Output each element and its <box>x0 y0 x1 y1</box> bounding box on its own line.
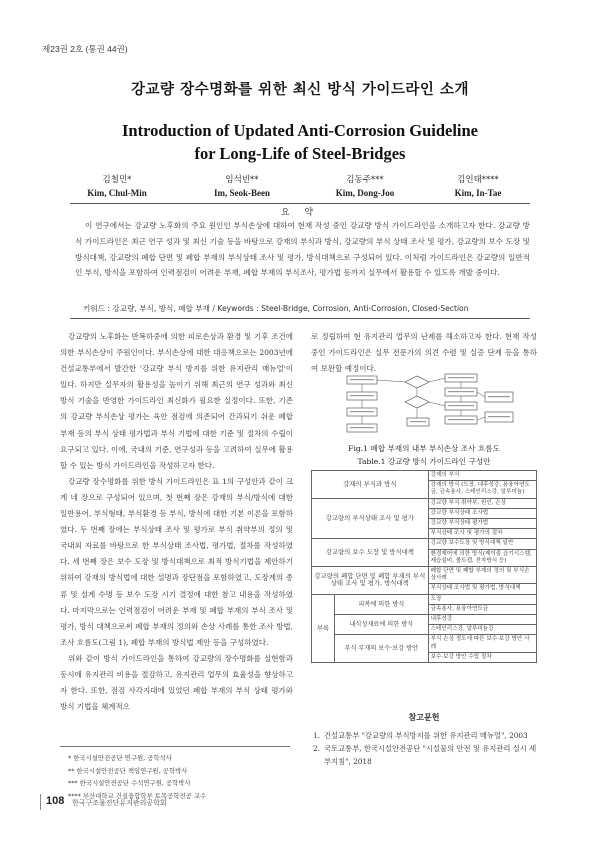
table-row <box>312 594 537 604</box>
table-cell: 내후성강 <box>428 615 536 625</box>
table-cell: 강교량 부식 취약부, 원인, 손상 <box>428 498 536 508</box>
table-cell: 금속용사, 용융아연도금 <box>428 604 536 614</box>
journal-name: 한국구조물진단유지관리공학회 <box>72 799 167 807</box>
author-3 <box>310 174 420 200</box>
table-cell: 스테인리스강, 알루미늄강 <box>428 625 536 635</box>
author-2 <box>187 174 297 200</box>
table-row <box>312 539 537 549</box>
table-row <box>312 498 537 508</box>
table-category: 강교량의 보수 도장 및 방식대책 <box>312 539 429 567</box>
body-right-paragraph: 로 정립하여 현 유지관리 업무의 난제를 해소하고자 한다. 현재 작성 중인 가이드라인은 실무 전문가의 의견 수렴 및 실증 단계 등을 통하여 보완할 예정이다. <box>311 332 537 374</box>
table-cell: 부식 손상 정도에 따른 보수·보강 방안 사례 <box>428 635 536 652</box>
abstract-text: 이 연구에서는 강교량 노후화의 주요 원인인 부식손상에 대하여 현재 작성 중인 강교량 방식 가이드라인을 소개하고자 한다. 강교량 방식 가이드라인은 최근 연구 성과 및 최신 기술 등을 바탕으로 강재의 부식과 방식, 강교량의 부식 상태 조사 및 평가, 강교량의 보수 도장 및 방식대책, 강교량의 폐합 단면 및 폐합 부재의 부식상태 조사 및 평가, 방식대책으로 구성되어 있다. 이처럼 가이드라인은 강교량의 일반적인 부식, 방식을 포함하여 인력점검이 어려운 부재, 폐합 부재의 부식조사, 평가법 등까지 실무에서 활용할 수 있도록 개발 중이다. <box>75 221 530 278</box>
footnote-3: *** 한국시설안전공단 수석연구원, 공학박사 <box>68 779 191 787</box>
author-list <box>40 174 560 202</box>
table-row <box>312 635 537 652</box>
table-cell: 강교량 보수도장 및 방식대책 일반 <box>428 539 536 549</box>
author-4-en: Kim, In-Tae <box>454 188 502 198</box>
author-3-ko: 김동주*** <box>346 175 384 185</box>
table-row <box>312 615 537 625</box>
author-2-en: Im, Seok-Been <box>214 188 270 198</box>
table-caption: Table.1 강교량 방식 가이드라인 구성안 <box>357 457 491 466</box>
english-title-line2: for Long-Life of Steel-Bridges <box>194 144 406 163</box>
table-subcategory: 내식성재료에 의한 방식 <box>335 615 429 635</box>
table-subcategory: 피복에 의한 방식 <box>335 594 429 614</box>
table-category: 강교량의 부식상태 조사 및 평가 <box>312 498 429 539</box>
table-row <box>312 567 537 584</box>
abstract-bottom-rule <box>70 318 530 319</box>
body-paragraph-1: 강교량의 노후화는 반복하중에 의한 피로손상과 환경 및 기후 조건에 의한 부식손상이 주원인이다. 부식손상에 대한 대응책으로는 2003년에 건설교통부에서 발간한 '강교량 부식 방지를 위한 유지관리 매뉴얼'이 있다. 하지만 실무자의 활용성을 높이기 위해 최근의 연구 성과와 최신 방식 기술을 반영한 가이드라인 최신화가 필요한 실정이다. 또한, 기존의 강교량 부식손상 평가는 육안 점검에 의존되어 간과되기 쉬운 폐합 부재 등의 부식 상태 평가법과 부식 기법에 대한 기준 및 절차의 수립이 요구되고 있다. 이에, 국내의 기준, 연구성과 등을 고려하여 실무에 활용할 수 있는 방식 가이드라인을 작성하고자 한다. <box>60 332 293 470</box>
footer-divider <box>40 794 41 810</box>
table-cell: 부식상태 조사 및 평가의 절차 <box>428 529 536 539</box>
author-1-ko: 김철민* <box>102 175 132 185</box>
table-category: 강교량의 폐합 단면 및 폐합 부재의 부식상태 조사 및 평가, 방식대책 <box>312 567 429 595</box>
korean-title: 강교량 장수명화를 위한 최신 방식 가이드라인 소개 <box>131 82 469 98</box>
footnote-1: * 한국시설안전공단 연구원, 공학석사 <box>68 754 172 762</box>
table-cell: 환경제어에 의한 방식(제이줌 습기시스템, 제습설비, 볼트캡, 전자방식 등) <box>428 549 536 566</box>
references-list <box>313 729 539 768</box>
author-4 <box>423 174 533 200</box>
table-subcategory: 부식 부재의 보수·보강 방안 <box>335 635 429 663</box>
table-row <box>312 471 537 481</box>
flow-diamond-1 <box>405 376 429 388</box>
reference-item: 2. 국토교통부, 한국시설안전공단 "시설물의 안전 및 유지관리 실시 세부지침", 2018 <box>313 744 537 766</box>
body-left-column <box>60 329 293 715</box>
abstract-top-rule <box>70 203 530 204</box>
author-3-en: Kim, Dong-Joo <box>335 188 395 198</box>
flow-diamond-2 <box>405 396 429 408</box>
page-number: 108 <box>46 795 65 807</box>
abstract-heading: 요 약 <box>280 208 320 218</box>
flowchart-figure <box>345 372 515 440</box>
guideline-table <box>311 470 537 663</box>
footnote-rule <box>60 746 290 747</box>
table-category: 강재의 부식과 방식 <box>312 471 429 499</box>
footnote-2: ** 한국시설안전공단 책임연구원, 공학박사 <box>68 766 188 775</box>
table-cell: 폐합 단면 및 폐합 부재의 정의 및 부식손상사례 <box>428 567 536 584</box>
figure-caption: Fig.1 폐합 부재의 내부 부식손상 조사 흐름도 <box>348 444 500 453</box>
english-title-line1: Introduction of Updated Anti-Corrosion Guideline <box>121 121 479 140</box>
table-cell: 보수·보강 방안 수립 절차 <box>428 652 536 662</box>
author-4-ko: 김인태**** <box>457 175 499 185</box>
table-cell: 강재의 부식 <box>428 471 536 481</box>
table-cell: 강재의 방식 (도장, 내후성강, 용융아연도금, 금속용사, 스테인리스강, 알루미늄) <box>428 481 536 498</box>
reference-item: 1. 건설교통부 "강교량의 부식방지를 위한 유지관리 매뉴얼", 2003 <box>313 731 528 740</box>
references-heading: 참고문헌 <box>408 713 440 722</box>
author-1 <box>62 174 172 200</box>
footnote-4: **** 부산대학교 건설융합학부 토목공학전공 교수 <box>68 791 207 800</box>
footnotes <box>68 752 298 802</box>
issue-label: 제23권 2호 (통권 44권) <box>42 44 128 54</box>
body-paragraph-3: 위와 같이 방식 가이드라인을 통하여 강교량의 장수명화를 실현함과 동시에 유지관리 비용을 절감하고, 유지관리 업무의 효율성을 향상하고자 한다. 또한, 점검 사각지대에 있었던 폐합 부재의 부식 상태 평가와 방식 기법을 체계적으 <box>60 653 293 712</box>
author-1-en: Kim, Chul-Min <box>87 188 147 198</box>
keywords: 키워드 : 강교량, 부식, 방식, 폐합 부재 / Keywords : Steel-Bridge, Corrosion, Anti-Corrosion, Closed-Section <box>83 304 469 313</box>
table-cell: 부식상태 조사법 및 평가법, 방식대책 <box>428 584 536 594</box>
table-cell: 도장 <box>428 594 536 604</box>
table-appendix-label: 부록 <box>312 594 335 662</box>
body-paragraph-2: 강교량 장수명화를 위한 방식 가이드라인은 표 1의 구성안과 같이 크게 네 장으로 구성되어 있으며, 첫 번째 장은 강재의 부식/방식에 대한 일반용어, 부식형태, 부식환경 등 부식, 방식에 대한 기본 이론을 포함하였다. 두 번째 장에는 부식상태 조사 및 평가로 부식 취약부의 정의 및 국내외 자료를 바탕으로 한 부식상태 조사법, 평가법, 절차를 작성하였다. 세 번째 장은 보수 도장 및 방식대책으로 최적 방식기법을 제안하기 위하여 강재의 방식법에 대한 설명과 장단점을 포함하였고, 도장계의 종류 및 설계 수명 등 보수 도장 시기 결정에 대한 참고 내용을 작성하였다. 마지막으로는 인력점검이 어려운 부재 및 폐합 부재의 부식 조사 및 평가, 방식 대책으로써 폐합 부재의 정의와 손상 사례를 통한 조사 방법, 조사 흐름도(그림 1), 폐합 부재의 방식법 제안 등을 구성하였다. <box>60 476 293 647</box>
table-cell: 강교량 부식상태 조사법 <box>428 508 536 518</box>
table-cell: 강교량 부식상태 평가법 <box>428 519 536 529</box>
author-2-ko: 임석빈** <box>225 175 259 185</box>
